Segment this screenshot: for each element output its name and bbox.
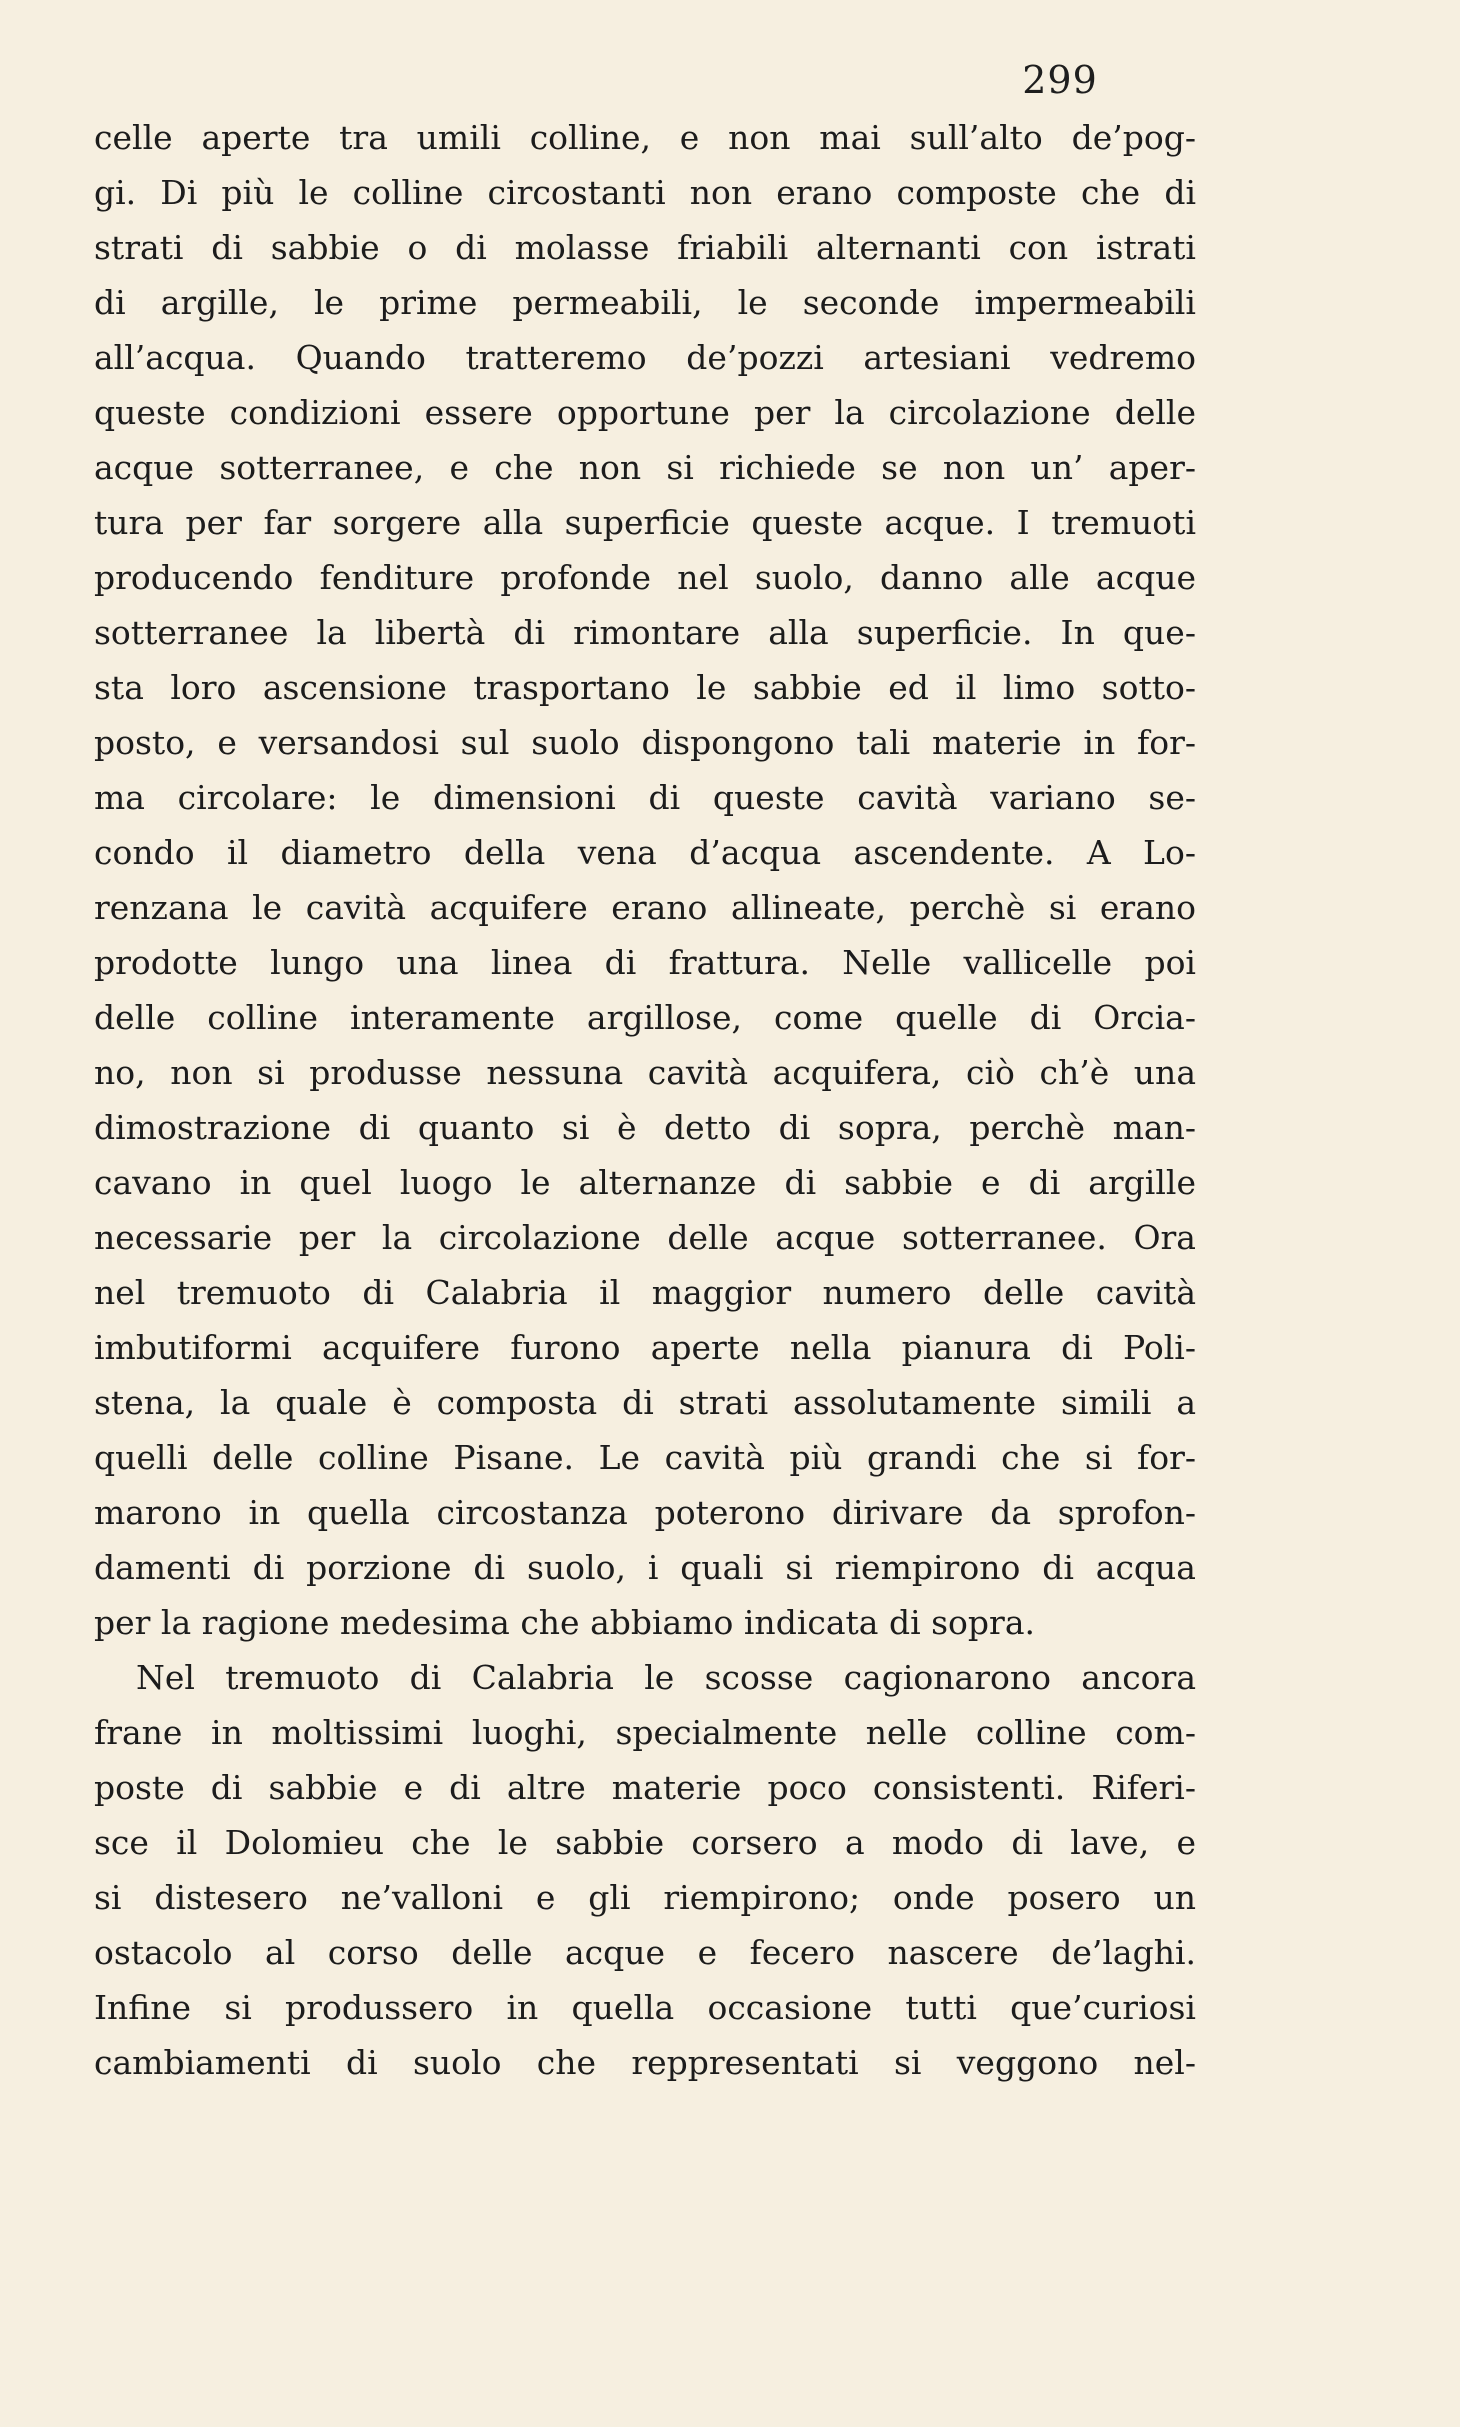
text-line: per la ragione medesima che abbiamo indicata di sopra. (94, 1603, 1035, 1642)
text-line: cavano in quel luogo le alternanze di sabbie e di argille (94, 1163, 1196, 1202)
text-line: dimostrazione di quanto si è detto di sopra, perchè man- (94, 1108, 1196, 1147)
text-line: strati di sabbie o di molasse friabili alternanti con istrati (94, 228, 1196, 267)
text-line: sta loro ascensione trasportano le sabbie ed il limo sotto- (94, 668, 1196, 707)
text-line: gi. Di più le colline circostanti non erano composte che di (94, 173, 1196, 212)
text-line: Nel tremuoto di Calabria le scosse cagionarono ancora (136, 1658, 1196, 1697)
text-line: poste di sabbie e di altre materie poco consistenti. Riferi- (94, 1768, 1196, 1807)
text-line: di argille, le prime permeabili, le seconde impermeabili (94, 283, 1196, 322)
page-number: 299 (1022, 58, 1098, 102)
text-line: no, non si produsse nessuna cavità acquifera, ciò ch’è una (94, 1053, 1196, 1092)
paragraph-2 (94, 1650, 1196, 2090)
text-line: nel tremuoto di Calabria il maggior numero delle cavità (94, 1273, 1196, 1312)
text-line: Infine si produssero in quella occasione tutti que’curiosi (94, 1988, 1196, 2027)
text-line: stena, la quale è composta di strati assolutamente simili a (94, 1383, 1196, 1422)
text-line: necessarie per la circolazione delle acque sotterranee. Ora (94, 1218, 1196, 1257)
text-line: frane in moltissimi luoghi, specialmente nelle colline com- (94, 1713, 1196, 1752)
text-line: producendo fenditure profonde nel suolo, danno alle acque (94, 558, 1196, 597)
text-line: ma circolare: le dimensioni di queste cavità variano se- (94, 778, 1196, 817)
text-line: sotterranee la libertà di rimontare alla superficie. In que- (94, 613, 1196, 652)
text-line: acque sotterranee, e che non si richiede se non un’ aper- (94, 448, 1196, 487)
text-line: cambiamenti di suolo che reppresentati si veggono nel- (94, 2043, 1196, 2082)
text-line: prodotte lungo una linea di frattura. Nelle vallicelle poi (94, 943, 1196, 982)
text-line: all’acqua. Quando tratteremo de’pozzi artesiani vedremo (94, 338, 1196, 377)
text-line: tura per far sorgere alla superficie queste acque. I tremuoti (94, 503, 1196, 542)
text-line: delle colline interamente argillose, come quelle di Orcia- (94, 998, 1196, 1037)
text-line: si distesero ne’valloni e gli riempirono; onde posero un (94, 1878, 1196, 1917)
text-line: condo il diametro della vena d’acqua ascendente. A Lo- (94, 833, 1196, 872)
text-line: queste condizioni essere opportune per la circolazione delle (94, 393, 1196, 432)
text-line: quelli delle colline Pisane. Le cavità più grandi che si for- (94, 1438, 1196, 1477)
text-line: sce il Dolomieu che le sabbie corsero a modo di lave, e (94, 1823, 1196, 1862)
text-line: marono in quella circostanza poterono dirivare da sprofon- (94, 1493, 1196, 1532)
text-line: damenti di porzione di suolo, i quali si riempirono di acqua (94, 1548, 1196, 1587)
text-line: imbutiformi acquifere furono aperte nella pianura di Poli- (94, 1328, 1196, 1367)
text-line: posto, e versandosi sul suolo dispongono tali materie in for- (94, 723, 1196, 762)
paragraph-1 (94, 110, 1196, 1650)
text-line: celle aperte tra umili colline, e non mai sull’alto de’pog- (94, 118, 1196, 157)
text-line: ostacolo al corso delle acque e fecero nascere de’laghi. (94, 1933, 1196, 1972)
text-line: renzana le cavità acquifere erano allineate, perchè si erano (94, 888, 1196, 927)
body-text (94, 110, 1196, 2090)
